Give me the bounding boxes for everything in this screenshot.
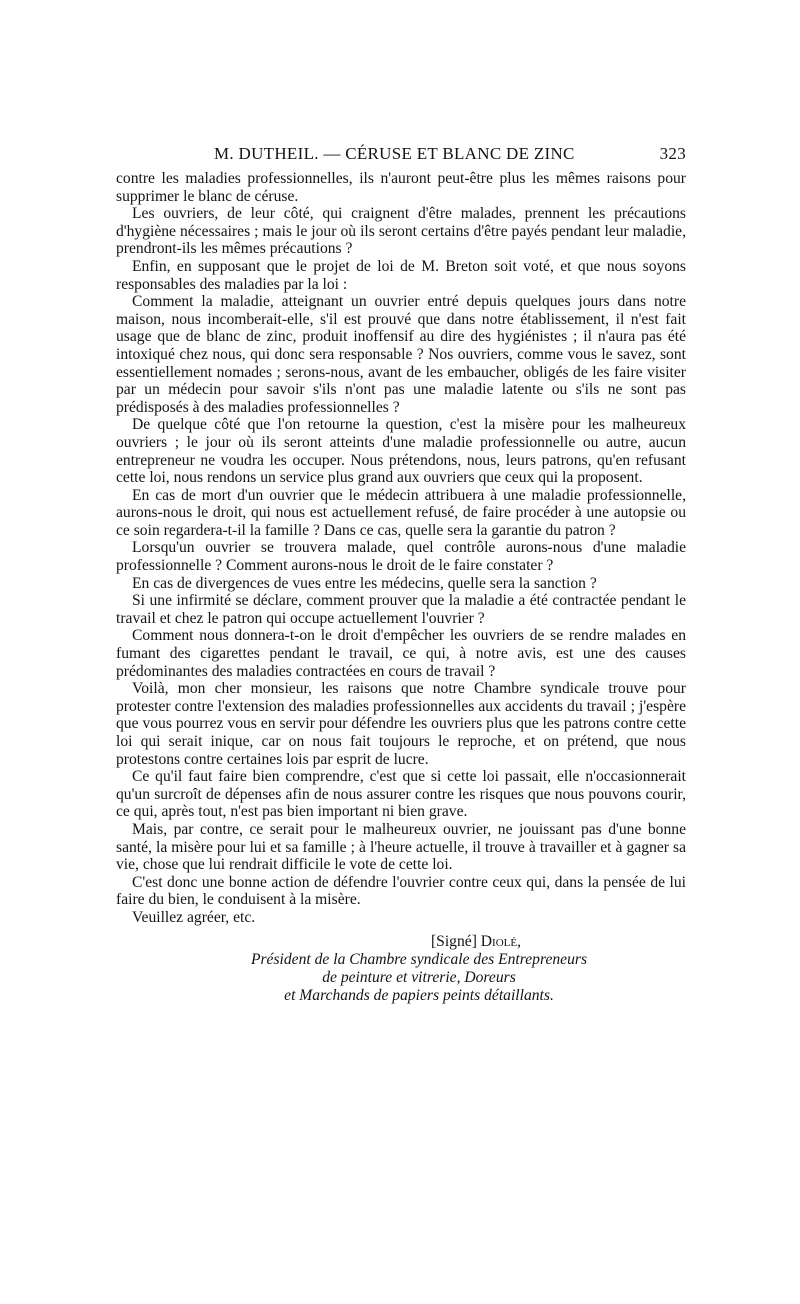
page-number: 323 [659,144,686,163]
signatory-title-line: Président de la Chambre syndicale des Entrepreneurs [250,950,588,968]
paragraph: Les ouvriers, de leur côté, qui craignent d'être malades, prennent les précautions d'hygiène nécessaires ; mais le jour où ils seront certains d'être payés pendant leur maladie, prendront-ils les mêmes précautions ? [116,205,686,258]
paragraph: En cas de mort d'un ouvrier que le médecin attribuera à une maladie professionnelle, aurons-nous le droit, qui nous est actuellement refusé, de faire procéder à une autopsie ou ce soin regardera-t-il la famille ? Dans ce cas, quelle sera la garantie du patron ? [116,486,686,539]
signature-block [116,933,686,1005]
paragraph: Si une infirmité se déclare, comment prouver que la maladie a été contractée pendant le travail et chez le patron qui occupe actuellement l'ouvrier ? [116,592,686,627]
paragraph: Voilà, mon cher monsieur, les raisons que notre Chambre syndicale trouve pour protester contre l'extension des maladies professionnelles aux accidents du travail ; j'espère que vous pourrez vous en servir pour défendre les ouvriers plus que les patrons contre cette loi qui serait inique, car on nous fait toujours le reproche, et on prétend, que nous protestons contre certaines lois par esprit de lucre. [116,680,686,768]
running-head [116,140,686,170]
paragraph: Comment la maladie, atteignant un ouvrier entré depuis quelques jours dans notre maison, nous incomberait-elle, s'il est prouvé que dans notre établissement, il n'est fait usage que de blanc de zinc, produit inoffensif au dire des hygiénistes ; il n'aura pas été intoxiqué chez nous, qui donc sera responsable ? Nos ouvriers, comme vous le savez, sont essentiellement nomades ; serons-nous, avant de les embaucher, obligés de les faire visiter par un médecin pour savoir s'ils n'ont pas une maladie latente ou s'ils ne sont pas prédisposés à des maladies professionnelles ? [116,293,686,416]
signature-line [116,933,686,951]
paragraph: Ce qu'il faut faire bien comprendre, c'est que si cette loi passait, elle n'occasionnerait qu'un surcroît de dépenses afin de nous assurer contre les risques que nous pouvons courir, ce qui, après tout, n'est pas bien important ni bien grave. [116,768,686,821]
document-page [116,140,686,1005]
signature-label: [Signé] [430,932,477,950]
body-text [116,170,686,927]
paragraph: Veuillez agréer, etc. [132,908,256,926]
signatory-name: Diolé, [480,932,522,950]
signatory-title-line: de peinture et vitrerie, Doreurs [322,968,516,986]
paragraph: De quelque côté que l'on retourne la question, c'est la misère pour les malheureux ouvriers ; le jour où ils seront atteints d'une maladie professionnelle ou autre, aucun entrepreneur ne voudra les occuper. Nous prétendons, nous, leurs patrons, qu'en refusant cette loi, nous rendons un service plus grand aux ouvriers que ceux qui la proposent. [116,416,686,487]
paragraph: Mais, par contre, ce serait pour le malheureux ouvrier, ne jouissant pas d'une bonne santé, la misère pour lui et sa famille ; à l'heure actuelle, il trouve à travailler et à gagner sa vie, chose que lui rendrait difficile le vote de cette loi. [116,820,686,874]
paragraph: Lorsqu'un ouvrier se trouvera malade, quel contrôle aurons-nous d'une maladie professionnelle ? Comment aurons-nous le droit de le faire constater ? [116,539,686,575]
running-title: M. DUTHEIL. — CÉRUSE ET BLANC DE ZINC [214,144,575,163]
paragraph: contre les maladies professionnelles, ils n'auront peut-être plus les mêmes raisons pour supprimer le blanc de céruse. [116,170,686,205]
paragraph: Enfin, en supposant que le projet de loi de M. Breton soit voté, et que nous soyons responsables des maladies par la loi : [116,257,686,293]
paragraph: En cas de divergences de vues entre les médecins, quelle sera la sanction ? [132,574,597,592]
paragraph: Comment nous donnera-t-on le droit d'empêcher les ouvriers de se rendre malades en fumant des cigarettes pendant le travail, ce qui, à notre avis, est une des causes prédominantes des maladies contractées en cours de travail ? [116,627,686,680]
paragraph: C'est donc une bonne action de défendre l'ouvrier contre ceux qui, dans la pensée de lui faire du bien, le conduisent à la misère. [116,873,686,909]
signatory-title-line: et Marchands de papiers peints détaillants. [284,986,554,1004]
